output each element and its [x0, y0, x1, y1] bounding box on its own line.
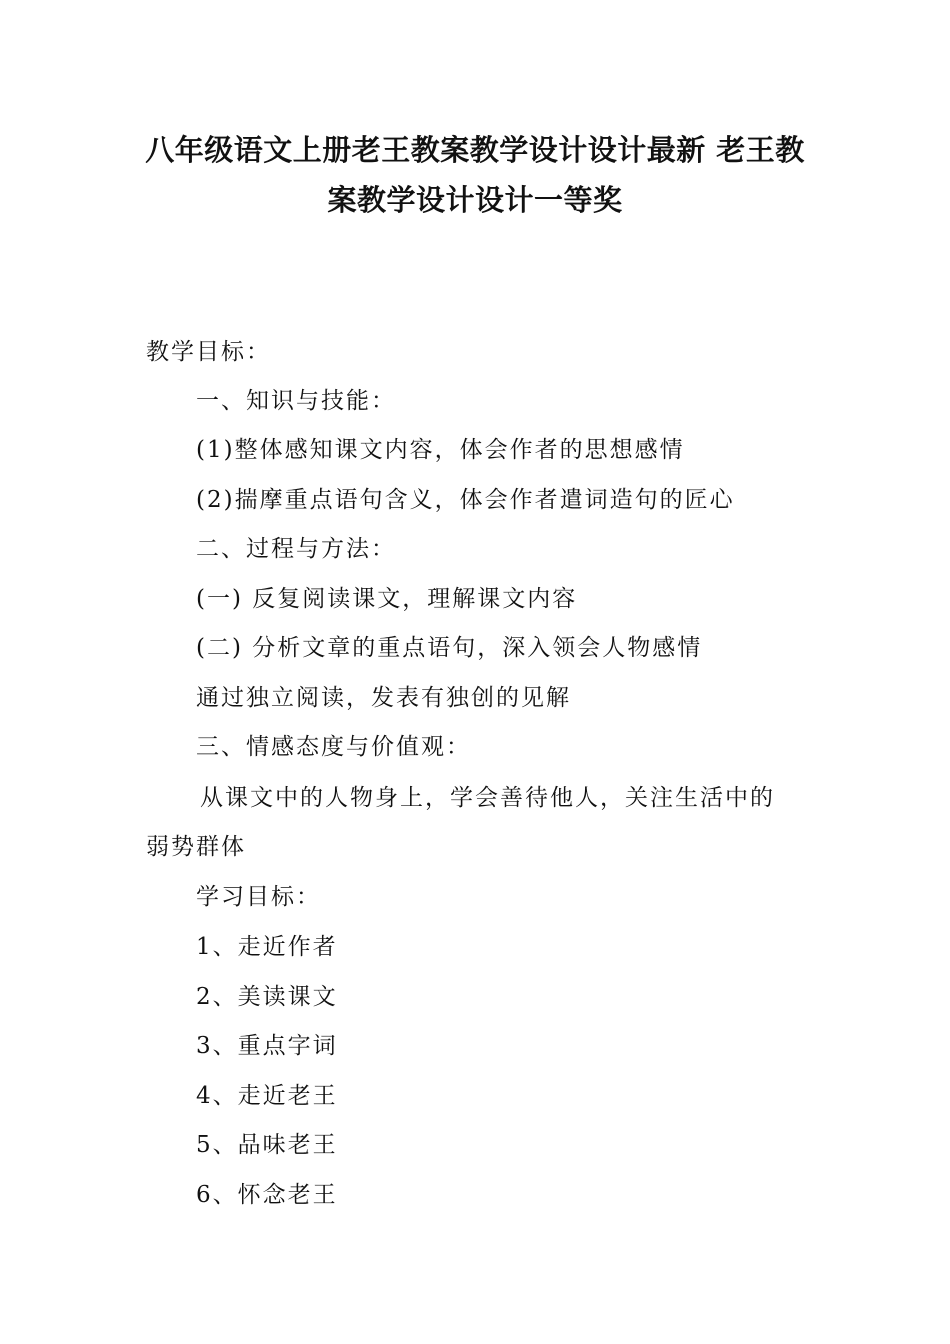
list-item: 6、怀念老王 — [196, 1182, 338, 1208]
subsection-heading-emotion-values: 三、情感态度与价值观： — [196, 734, 471, 760]
section-heading-learning-goals: 学习目标： — [196, 884, 321, 910]
section-heading-teaching-goals: 教学目标： — [146, 339, 271, 365]
document-title-line-2: 案教学设计设计一等奖 — [327, 183, 623, 217]
subsection-heading-process-methods: 二、过程与方法： — [196, 536, 396, 562]
document-title-line-1: 八年级语文上册老王教案教学设计设计最新 老王教 — [145, 133, 805, 167]
list-item: 3、重点字词 — [196, 1033, 338, 1059]
list-item: (2)揣摩重点语句含义，体会作者遣词造句的匠心 — [196, 487, 735, 513]
list-item: (1)整体感知课文内容，体会作者的思想感情 — [196, 437, 685, 463]
list-item: 4、走近老王 — [196, 1083, 338, 1109]
list-item: 2、美读课文 — [196, 984, 338, 1010]
list-item: (一) 反复阅读课文，理解课文内容 — [196, 586, 578, 612]
list-item: (二) 分析文章的重点语句，深入领会人物感情 — [196, 635, 703, 661]
subsection-heading-knowledge-skills: 一、知识与技能： — [196, 388, 396, 414]
body-paragraph: 通过独立阅读，发表有独创的见解 — [196, 685, 571, 711]
body-paragraph: 从课文中的人物身上，学会善待他人，关注生活中的 — [200, 785, 775, 811]
body-paragraph-continuation: 弱势群体 — [146, 834, 246, 860]
list-item: 5、品味老王 — [196, 1132, 338, 1158]
list-item: 1、走近作者 — [196, 934, 338, 960]
